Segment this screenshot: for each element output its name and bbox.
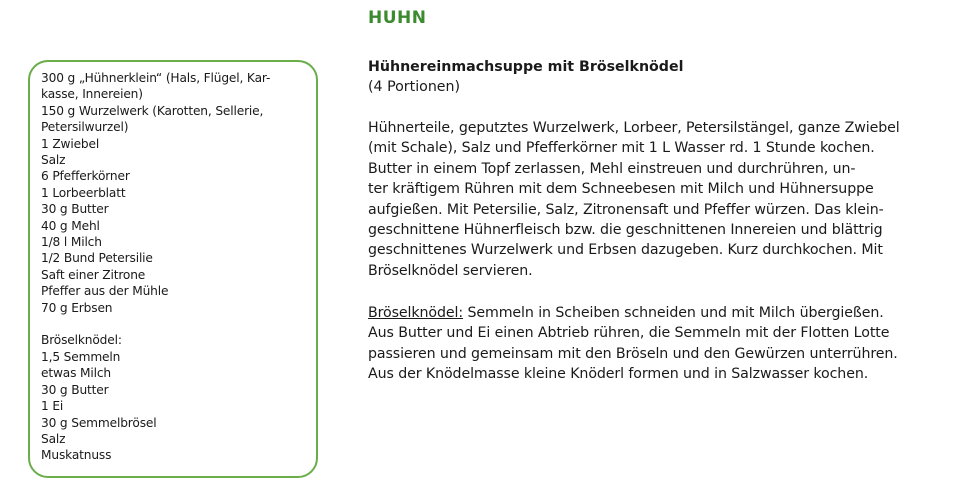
dumpling-preparation-text <box>368 303 898 385</box>
ingredient-line: 1/8 l Milch <box>41 235 102 250</box>
ingredient-line: 300 g „Hühnerklein“ (Hals, Flügel, Kar- <box>41 71 271 85</box>
portions-note: (4 Portionen) <box>368 79 461 95</box>
section-spacer <box>41 316 306 332</box>
ingredient-line: etwas Milch <box>41 366 111 381</box>
ingredient-line: 40 g Mehl <box>41 218 100 233</box>
ingredient-line: 1 Zwiebel <box>41 136 100 151</box>
ingredient-line: 1,5 Semmeln <box>41 349 121 364</box>
preparation-line: geschnittenes Wurzelwerk und Erbsen dazugeben. Kurz durchkochen. Mit <box>368 242 883 259</box>
dumpling-ingredients-list <box>41 349 306 464</box>
dumpling-first-line <box>368 303 898 323</box>
ingredient-line: Muskatnuss <box>41 448 112 463</box>
ingredient-line: 1 Ei <box>41 399 64 414</box>
category-heading: HUHN <box>368 8 427 28</box>
ingredient-line: 30 g Butter <box>41 382 109 397</box>
ingredient-line: 70 g Erbsen <box>41 300 113 315</box>
preparation-line: aufgießen. Mit Petersilie, Salz, Zitronensaft und Pfeffer würzen. Das klein- <box>368 201 884 218</box>
main-ingredients-list <box>41 70 306 316</box>
recipe-title: Hühnereinmachsuppe mit Bröselknödel <box>368 59 684 75</box>
ingredient-line: Salz <box>41 431 66 446</box>
dumpling-label: Bröselknödel: <box>368 305 464 321</box>
ingredient-line: 30 g Semmelbrösel <box>41 415 157 430</box>
preparation-text <box>368 118 900 281</box>
preparation-line: Butter in einem Topf zerlassen, Mehl einstreuen und durchrühren, un- <box>368 160 856 177</box>
ingredient-line: Salz <box>41 153 66 168</box>
ingredient-line: 1/2 Bund Petersilie <box>41 251 153 266</box>
ingredient-line: 30 g Butter <box>41 202 109 217</box>
preparation-line: Hühnerteile, geputztes Wurzelwerk, Lorbeer, Petersilstängel, ganze Zwiebel <box>368 120 900 136</box>
ingredient-line: Pfeffer aus der Mühle <box>41 284 169 299</box>
ingredient-line: kasse, Innereien) <box>41 87 143 102</box>
dumpling-line: Aus Butter und Ei einen Abtrieb rühren, die Semmeln mit der Flotten Lotte <box>368 325 890 342</box>
dumpling-line: passieren und gemeinsam mit den Bröseln und den Gewürzen unterrühren. <box>368 345 898 362</box>
preparation-line: ter kräftigem Rühren mit dem Schneebesen mit Milch und Hühnersuppe <box>368 181 874 198</box>
ingredient-line: 6 Pfefferkörner <box>41 169 130 184</box>
ingredient-line: Petersilwurzel) <box>41 120 129 135</box>
ingredients-box <box>28 60 318 478</box>
dumpling-line: Aus der Knödelmasse kleine Knöderl formen und in Salzwasser kochen. <box>368 366 869 383</box>
ingredient-line: 150 g Wurzelwerk (Karotten, Sellerie, <box>41 103 264 118</box>
ingredient-line: 1 Lorbeerblatt <box>41 185 126 200</box>
dumpling-first-line-text: Semmeln in Scheiben schneiden und mit Milch übergießen. <box>463 305 884 321</box>
ingredient-line: Saft einer Zitrone <box>41 267 146 282</box>
preparation-line: geschnittene Hühnerfleisch bzw. die geschnittenen Innereien und blättrig <box>368 222 883 239</box>
preparation-line: (mit Schale), Salz und Pfefferkörner mit 1 L Wasser rd. 1 Stunde kochen. <box>368 140 875 157</box>
preparation-line: Bröselknödel servieren. <box>368 262 533 279</box>
dumpling-ingredients-heading: Bröselknödel: <box>41 333 122 348</box>
